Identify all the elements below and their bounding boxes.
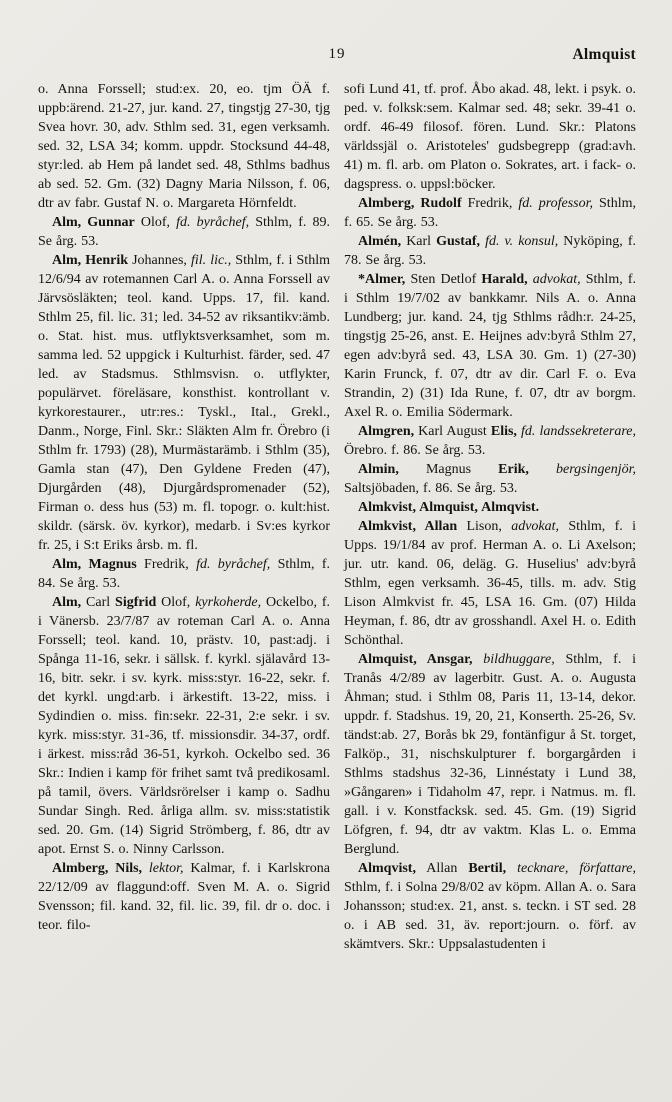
text-columns — [38, 80, 636, 954]
column-left — [38, 80, 330, 954]
entry-name: Alm, — [52, 595, 82, 610]
entry-text: Sthlm, f. 65. Se årg. 53. — [344, 196, 636, 230]
entry-title: bildhuggare, — [483, 652, 555, 667]
entry-text: Carl — [81, 595, 116, 610]
entry-name: Alm, Henrik — [52, 253, 129, 268]
entry-text: Olof, — [156, 595, 196, 610]
entry-title: kyrkoherde, — [195, 595, 262, 610]
entry-paragraph — [38, 555, 330, 593]
entry-paragraph — [344, 232, 636, 270]
entry-title: advokat, — [532, 272, 581, 287]
entry-text: Fredrik, — [461, 196, 519, 211]
continuation-paragraph — [344, 80, 636, 194]
entry-name: Almkvist, Almquist, Almqvist. — [358, 500, 540, 515]
entry-text — [529, 462, 556, 477]
entry-name: Erik, — [498, 462, 529, 477]
entry-text: Johannes, — [128, 253, 191, 268]
entry-name: Sigfrid — [115, 595, 157, 610]
entry-text: Sthlm, f. i Solna 29/8/02 av köpm. Allan A. o. Sara Johansson; stud:ex. 21, anst. s. teckn. i ST sed. 28 o. i AB sed. 31, äv. report:journ. o. förf. av skämtvers. Skr.: Uppsalastudenten i — [344, 880, 636, 952]
running-header: Almquist — [572, 46, 636, 63]
entry-text: Sten Detlof — [405, 272, 482, 287]
entry-name: Bertil, — [468, 861, 507, 876]
entry-title: lektor, — [148, 861, 184, 876]
continuation-paragraph — [38, 80, 330, 213]
entry-text: Karl — [401, 234, 437, 249]
page-number: 19 — [328, 46, 346, 62]
entry-title: bergsingenjör, — [556, 462, 636, 477]
entry-title: fd. landssekreterare, — [521, 424, 636, 439]
entry-text: Sthlm, f. i Sthlm 19/7/02 av bankkamr. Nils A. o. Anna Lundberg; jur. kand. 24, tjg Sthlms rådh:r. 24-25, tingstjg 25-26, anst. E. Heijnes adv:byrå Sthlm 27, egen adv:byrå sed. 43, LSA 30. Gm. 1) (27-30) Karin Frunck, f. 07, dtr av dir. Carl F. o. Eva Strandin, 2) (31) Ida Rune, f. 07, dtr av borgm. Axel R. o. Emilia Södermark. — [344, 272, 637, 420]
entry-text: Sthlm, f. i Sthlm 12/6/94 av rotemannen Carl A. o. Anna Forssell av Järvsösläkten; teol. kand. Upps. 17, fil. kand. Sthlm 25, fil. lic. 31; led. 34-52 av riksantikv:ämb. o. Stat. hist. mus. utflyktsverksamhet, som m. samma led. 52 uppgick i Kulturhist. färder, sed. 47 led. av Stadsmus. Sthlmsvisn. o. utflykter, populärvet. föreläsare, konsthist. kontrollant v. kyrkorestaurer., utr:res.: Tyskl., Ital., Grekl., Danm., Norge, Finl. Skr.: Släkten Alm fr. Örebro (i Sthlm fr. 1793) (28), Murmästarämb. i Sthlm (35), Gamla stan (47), Den Gyldene Freden (47), Djurgården (48), Djurgårdspromenader (52), Firman o. dess hus (53) m. fl. topogr. o. kult:hist. skildr. (särsk. öv. kyrkor), medarb. i Sv:es kyrkor fr. 25, i S:t Eriks årsb. m. fl. — [38, 253, 330, 553]
entry-title: fd. professor, — [518, 196, 594, 211]
entry-name: Alm, Gunnar — [52, 215, 135, 230]
entry-text: Sthlm, f. i Upps. 19/1/84 av prof. Herman A. o. Li Axelson; jur. utr. kand. 06, deläg. G. Huselius' adv:byrå Sthlm, egen verksamh. 36-45, tills. m. adv. Stig Lison Almkvist fr. 45, LSA 16. Gm. (07) Hilda Heyman, f. 86, dtr av grosshandl. Axel H. o. Edith Schönthal. — [344, 519, 636, 648]
entry-text: Magnus — [398, 462, 499, 477]
entry-text: Fredrik, — [136, 557, 197, 572]
entry-paragraph — [38, 213, 330, 251]
entry-text — [142, 861, 149, 876]
entry-text — [473, 652, 484, 667]
entry-title: advokat, — [511, 519, 560, 534]
entry-title: fd. byråchef, — [196, 557, 271, 572]
entry-paragraph — [344, 498, 636, 517]
entry-text: Olof, — [134, 215, 177, 230]
entry-title: fd. byråchef, — [176, 215, 250, 230]
entry-title: tecknare, författare, — [517, 861, 637, 876]
entry-text: Sthlm, f. 84. Se årg. 53. — [38, 557, 330, 591]
entry-text: Karl August — [414, 424, 491, 439]
page-header — [38, 46, 636, 70]
entry-text: sofi Lund 41, tf. prof. Åbo akad. 48, lekt. i psyk. o. ped. v. folksk:sem. Kalmar sed. 48; sekr. 39-41 o. ordf. 46-49 filosof. fören. Lund. Skr.: Platons världssjäl o. Aristoteles' gudsbegrepp (grad:avh. 41) m. fl. arb. om Platon o. Sokrates, art. i fack- o. dagspress. o. uppsl:böcker. — [344, 82, 636, 192]
entry-title: fd. v. konsul, — [485, 234, 559, 249]
entry-paragraph — [38, 593, 330, 859]
entry-name: Almquist, Ansgar, — [358, 652, 473, 667]
entry-paragraph — [344, 270, 636, 422]
entry-name: Alm, Magnus — [52, 557, 137, 572]
entry-name: Almqvist, — [358, 861, 416, 876]
entry-text — [506, 861, 517, 876]
entry-name: Almgren, — [358, 424, 415, 439]
entry-text: Ockelbo, f. i Vänersb. 23/7/87 av roteman Carl A. o. Anna Forssell; teol. kand. 10, prästv. 10, past:adj. i Spånga 11-16, sekr. i sällsk. f. kyrkl. själavård 13-16, bitr. sekr. i sv. kyrk. miss:styr. 16-22, sekr. f. det kyrkl. ungd:arb. i ärkestift. 13-22, miss. i Sydindien o. miss. fin:sekr. 22-31, 2:e sekr. i sv. kyrk. miss:styr. 31-36, tf. missionsdir. 34-37, ordf. i ärkest. miss:råd 36-51, kyrkoh. Ockelbo sed. 36 Skr.: Indien i kamp för frihet samt två predikosaml. på tamil, övers. Världsrörelser i kamp o. Sadhu Sundar Singh. Red. årliga allm. sv. miss:statistik sed. 20. Gm. (14) Sigrid Strömberg, f. 86, dtr av apot. Ernst S. o. Ninny Carlsson. — [38, 595, 330, 857]
entry-text: Lison, — [457, 519, 512, 534]
entry-paragraph — [38, 251, 330, 555]
entry-text: Örebro. f. 86. Se årg. 53. — [344, 443, 486, 458]
entry-title: fil. lic., — [190, 253, 232, 268]
entry-paragraph — [344, 460, 636, 498]
entry-paragraph — [344, 194, 636, 232]
entry-paragraph — [344, 517, 636, 650]
entry-text: Saltsjöbaden, f. 86. Se årg. 53. — [344, 481, 518, 496]
entry-text: Sthlm, f. 89. Se årg. 53. — [38, 215, 331, 249]
entry-name: Almén, — [358, 234, 402, 249]
entry-name: Elis, — [490, 424, 517, 439]
entry-text: Allan — [415, 861, 469, 876]
entry-paragraph — [344, 859, 636, 954]
entry-text: Kalmar, f. i Karlskrona 22/12/09 av flaggund:off. Sven M. A. o. Sigrid Svensson; fil. kand. 32, fil. lic. 39, fil. dr o. doc. i teor. filo- — [38, 861, 331, 933]
entry-name: Almkvist, Allan — [358, 519, 458, 534]
entry-text: o. Anna Forssell; stud:ex. 20, eo. tjm ÖÄ f. uppb:ärend. 21-27, jur. kand. 27, tingstjg 27-30, tjg Svea hovr. 30, adv. Sthlm sed. 31, egen verksamh. sed. 32, LSA 34; komm. uppdr. Stocksund 44-48, styr:led. ab Hem på landet sed. 48, Sthlms badhus ab sed. 52. Gm. (32) Dagny Maria Nilsson, f. 06, dtr av fabr. Gustaf N. o. Margareta Hörnfeldt. — [38, 82, 330, 211]
entry-name: Almberg, Nils, — [52, 861, 143, 876]
entry-name: Almberg, Rudolf — [358, 196, 462, 211]
column-right — [344, 80, 636, 954]
entry-name: *Almer, — [358, 272, 406, 287]
entry-paragraph — [344, 650, 636, 859]
entry-paragraph — [344, 422, 636, 460]
entry-name: Almin, — [358, 462, 399, 477]
entry-paragraph — [38, 859, 330, 935]
entry-text: Nyköping, f. 78. Se årg. 53. — [344, 234, 636, 268]
entry-name: Gustaf, — [436, 234, 481, 249]
entry-text: Sthlm, f. i Tranås 4/2/89 av lagerbitr. Gust. A. o. Augusta Åhman; stud. i Sthlm 08, Paris 11, 13-14, dekor. uppdr. f. Stadshus. 19, 20, 21, Konserth. 25-26, Sv. tändst:ab. 27, Borås bk 29, fontänfigur å St. torget, Falköp., 31, nischskulpturer f. borgargården i Sthlms stadshus 32-36, Linnéstaty i Lund 38, »Gångaren» i Tidaholm 47, repr. i Natmus. m. fl. gall. i v. Konstfacksk. sed. 45. Gm. (19) Sigrid Löfgren, f. 94, dtr av vaktm. Klas L. o. Emma Berglund. — [344, 652, 636, 857]
entry-name: Harald, — [481, 272, 528, 287]
